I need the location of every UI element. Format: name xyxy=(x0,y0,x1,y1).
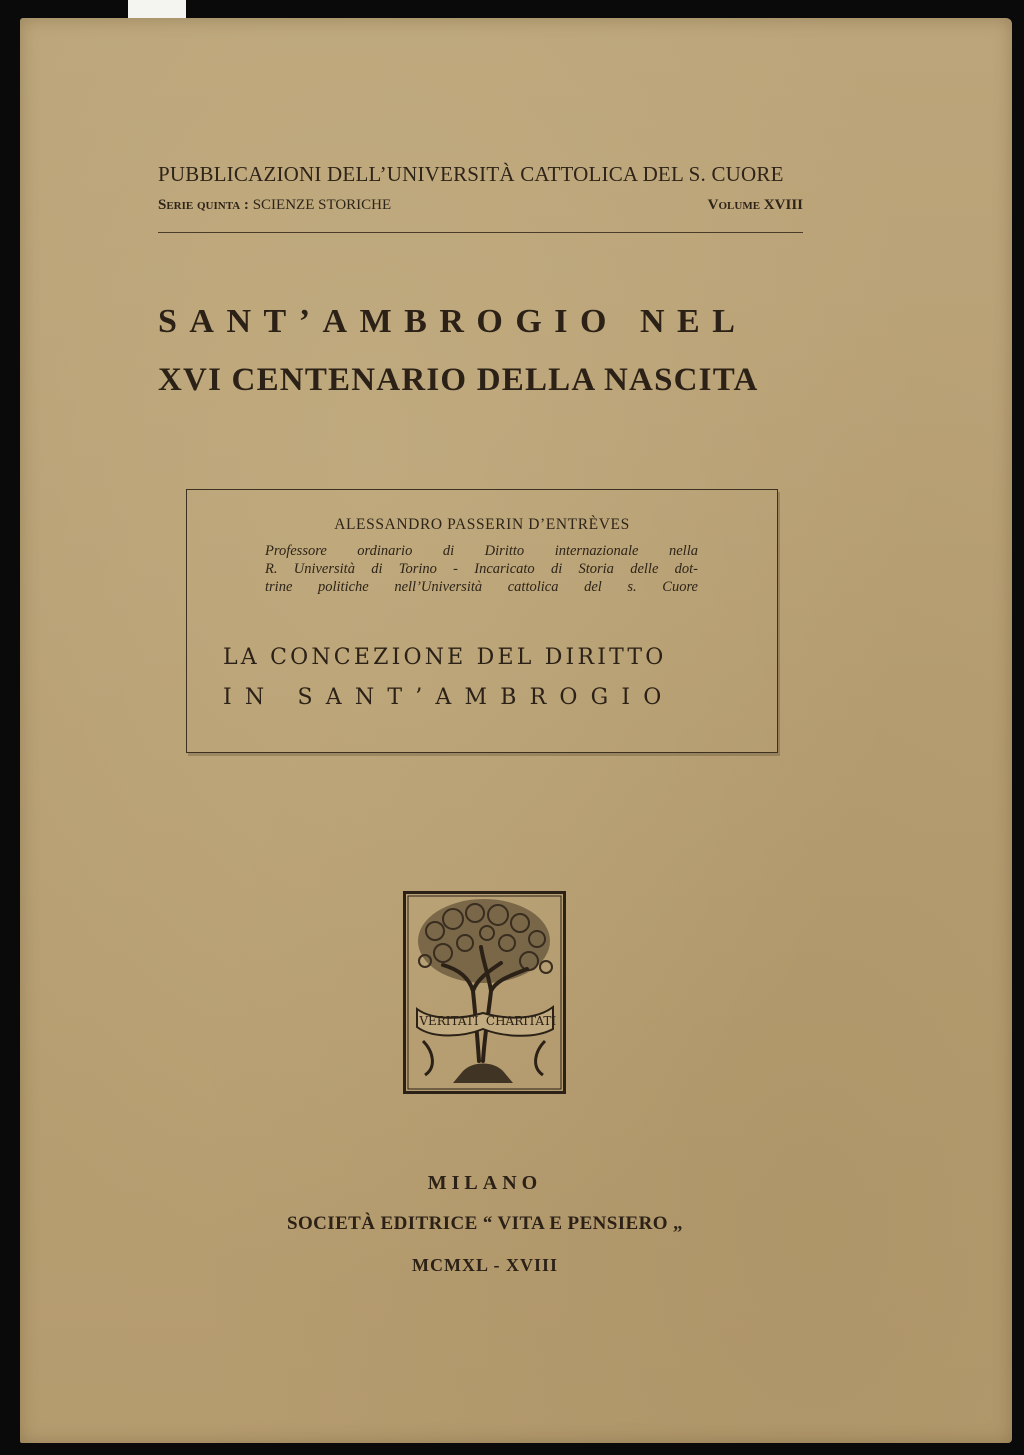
main-title-line1: SANT’AMBROGIO NEL xyxy=(158,303,748,340)
series-line xyxy=(158,197,803,214)
author-affiliation xyxy=(265,542,698,596)
affiliation-line: R. Università di Torino - Incaricato di Storia delle dot- xyxy=(265,561,698,577)
affiliation-line: trine politiche nell’Università cattolica del s. Cuore xyxy=(265,579,698,595)
volume-number: Volume XVIII xyxy=(707,197,803,213)
scan-scale-strip xyxy=(128,0,186,18)
essay-title-line1: LA CONCEZIONE DEL DIRITTO xyxy=(223,645,667,670)
imprint-year: MCMXL - XVIII xyxy=(412,1255,558,1275)
series-publication: PUBBLICAZIONI DELL’UNIVERSITÀ CATTOLICA DEL S. CUORE xyxy=(158,162,784,186)
contribution-box xyxy=(186,489,778,753)
series-name: SCIENZE STORICHE xyxy=(252,197,392,213)
main-title xyxy=(158,300,803,402)
series-prefix: Serie quinta : xyxy=(158,197,249,213)
tree-emblem-icon xyxy=(403,891,566,1094)
main-title-line2: XVI CENTENARIO DELLA NASCITA xyxy=(158,362,759,398)
series-label xyxy=(158,197,391,214)
affiliation-line: Professore ordinario di Diritto internazionale nella xyxy=(265,543,698,559)
essay-title-line2: IN SANT’AMBROGIO xyxy=(223,685,675,710)
imprint-publisher: SOCIETÀ EDITRICE “ VITA E PENSIERO „ xyxy=(287,1213,683,1234)
header-rule xyxy=(158,232,803,233)
author-name: ALESSANDRO PASSERIN D’ENTRÈVES xyxy=(334,516,630,533)
emblem-motto-left: VERITATI xyxy=(419,1014,479,1028)
essay-title xyxy=(223,640,745,716)
imprint-city: MILANO xyxy=(427,1172,543,1194)
emblem-motto-right: CHARITATI xyxy=(485,1014,557,1028)
